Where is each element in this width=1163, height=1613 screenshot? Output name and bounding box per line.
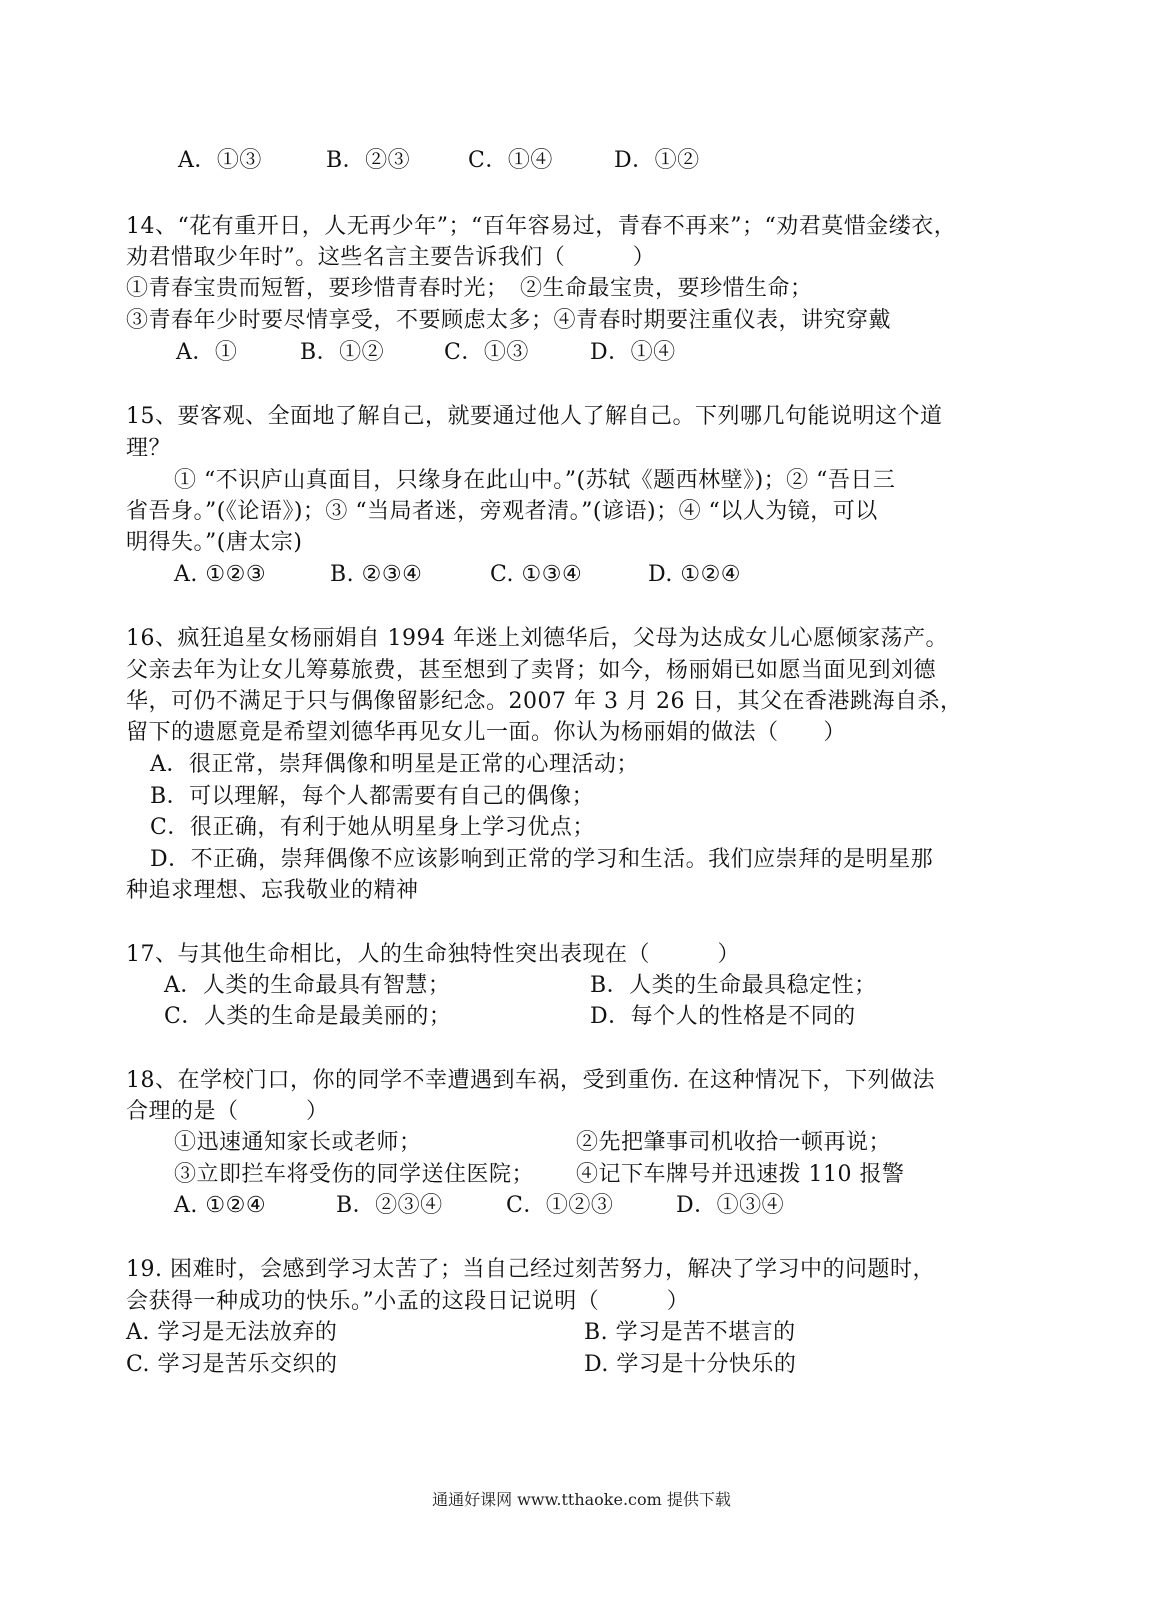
q19-line-2: 会获得一种成功的快乐。”小孟的这段日记说明（ ） [126,1289,690,1314]
q16-option-d-cont: 种追求理想、忘我敬业的精神 [126,878,419,903]
q18-option-c: C．①②③ [506,1193,614,1218]
q13-option-c: C．①④ [468,148,553,173]
q15-line-5: 明得失。”(唐太宗) [126,530,303,555]
q16-option-d: D．不正确，崇拜偶像不应该影响到正常的学习和生活。我们应崇拜的是明星那 [150,847,934,872]
q16-option-b: B．可以理解，每个人都需要有自己的偶像； [150,784,595,809]
q18-line-1: 18、在学校门口，你的同学不幸遭遇到车祸，受到重伤. 在这种情况下，下列做法 [126,1068,935,1093]
q16-line-4: 留下的遗愿竟是希望刘德华再见女儿一面。你认为杨丽娟的做法（ ） [126,720,847,745]
q17-option-d: D．每个人的性格是不同的 [590,1004,856,1029]
q14-option-c: C．①③ [444,340,529,365]
q18-item-2: ②先把肇事司机收拾一顿再说； [576,1130,892,1155]
q18-item-3: ③立即拦车将受伤的同学送住医院； [174,1162,535,1187]
q19-option-d: D. 学习是十分快乐的 [584,1352,797,1377]
q15-option-b: B. ②③④ [330,562,423,587]
q14-line-3: ①青春宝贵而短暂，要珍惜青春时光； ②生命最宝贵，要珍惜生命； [126,276,813,301]
q15-line-4: 省吾身。”(《论语》)；③ “当局者迷，旁观者清。”(谚语)；④ “以人为镜，可以 [126,499,878,524]
q14-line-4: ③青春年少时要尽情享受，不要顾虑太多；④青春时期要注重仪表，讲究穿戴 [126,308,892,333]
q13-option-d: D．①② [614,148,700,173]
q17-stem: 17、与其他生命相比，人的生命独特性突出表现在（ ） [126,942,740,967]
q15-option-c: C. ①③④ [490,562,583,587]
q18-item-1: ①迅速通知家长或老师； [174,1130,422,1155]
q19-line-1: 19. 困难时，会感到学习太苦了；当自己经过刻苦努力，解决了学习中的问题时， [126,1257,935,1282]
q13-option-b: B．②③ [326,148,411,173]
q14-line-2: 劝君惜取少年时”。这些名言主要告诉我们（ ） [126,245,656,270]
q16-option-a: A．很正常，崇拜偶像和明星是正常的心理活动； [150,752,639,777]
q15-option-d: D. ①②④ [648,562,742,587]
q16-option-c: C．很正确，有利于她从明星身上学习优点； [150,815,595,840]
q18-item-4: ④记下车牌号并迅速拨 110 报警 [576,1162,905,1187]
q18-option-b: B．②③④ [336,1193,443,1218]
q14-option-a: A．① [176,340,238,365]
q18-option-a: A. ①②④ [174,1193,267,1218]
q14-line-1: 14、“花有重开日，人无再少年”；“百年容易过，青春不再来”；“劝君莫惜金缕衣， [126,214,957,239]
page-footer: 通通好课网 www.tthaoke.com 提供下载 [432,1490,731,1509]
q19-option-b: B. 学习是苦不堪言的 [584,1320,796,1345]
q13-option-a: A．①③ [178,148,262,173]
q17-option-a: A．人类的生命最具有智慧； [164,973,451,998]
q19-option-c: C. 学习是苦乐交织的 [126,1352,338,1377]
q17-option-c: C．人类的生命是最美丽的； [164,1004,452,1029]
q16-line-1: 16、疯狂追星女杨丽娟自 1994 年迷上刘德华后，父母为达成女儿心愿倾家荡产。 [126,626,948,651]
q16-line-3: 华，可仍不满足于只与偶像留影纪念。2007 年 3 月 26 日，其父在香港跳海自杀， [126,689,963,714]
q15-line-3: ① “不识庐山真面目，只缘身在此山中。”(苏轼《题西林壁》)；② “吾日三 [174,468,896,493]
q14-option-b: B．①② [300,340,385,365]
q15-option-a: A. ①②③ [174,562,267,587]
q16-line-2: 父亲去年为让女儿筹募旅费，甚至想到了卖肾；如今，杨丽娟已如愿当面见到刘德 [126,658,937,683]
q19-option-a: A. 学习是无法放弃的 [126,1320,338,1345]
q18-option-d: D．①③④ [676,1193,785,1218]
q15-line-1: 15、要客观、全面地了解自己，就要通过他人了解自己。下列哪几句能说明这个道 [126,404,943,429]
q15-line-2: 理？ [126,436,172,461]
q18-line-2: 合理的是（ ） [126,1099,329,1124]
q17-option-b: B．人类的生命最具稳定性； [590,973,877,998]
q14-option-d: D．①④ [590,340,676,365]
